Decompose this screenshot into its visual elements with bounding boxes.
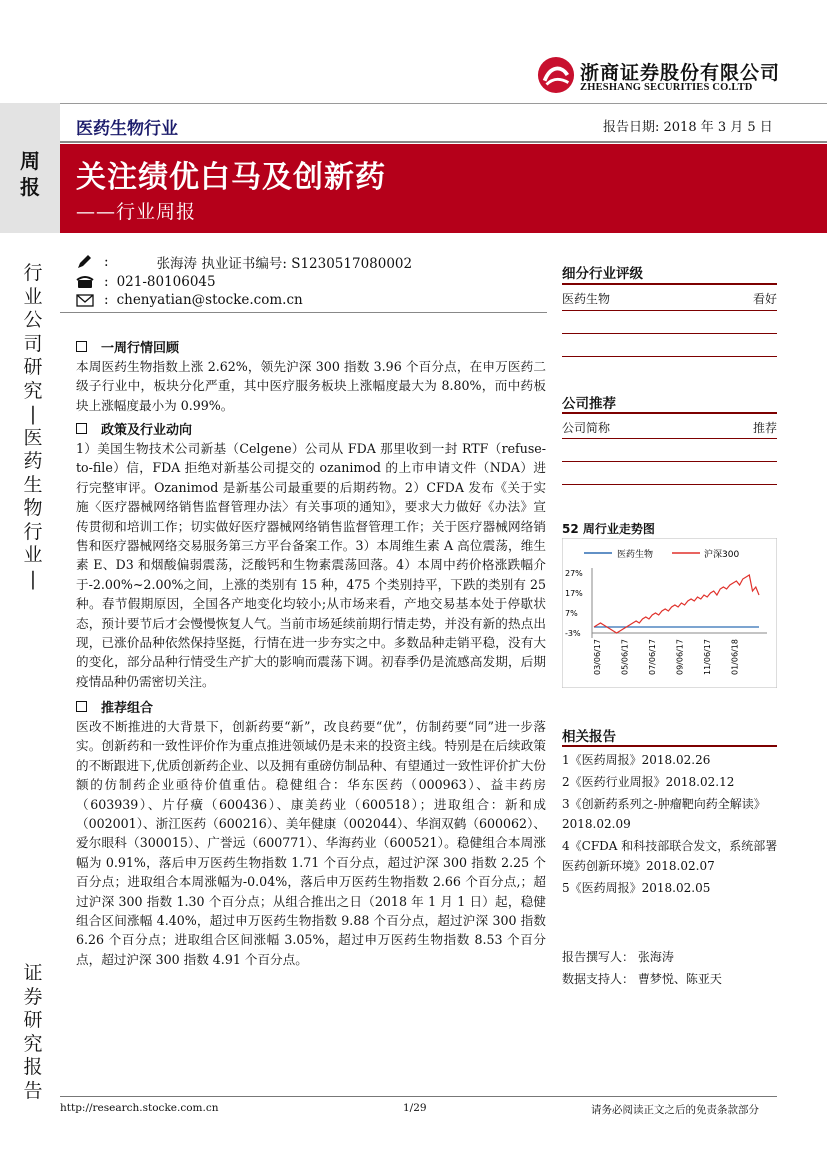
y-tick-label: -3%: [565, 629, 581, 638]
data-support: 数据支持人： 曹梦悦、陈亚天: [562, 972, 722, 986]
weekly-review-text: 本周医药生物指数上涨 2.62%，领先沪深 300 指数 3.96 个百分点，在申万医药二级子行业中，板块分化严重，其中医疗服务板块上涨幅度最大为 8.80%，而中药板块上涨幅度最小为 0.99%。: [76, 359, 546, 413]
legend-label-pharma: 医药生物: [617, 550, 654, 560]
author-phone-row: : 021-80106045: [76, 273, 216, 291]
related-report[interactable]: 医药创新环境》2018.02.07: [562, 859, 715, 873]
side-banner-char: 业: [23, 544, 43, 566]
side-banner-char: 行: [23, 262, 43, 284]
author-phone: 021-80106045: [116, 274, 216, 290]
side-banner-char: 研: [23, 1009, 43, 1031]
rating-value: 看好: [752, 292, 777, 306]
side-banner-char: |: [29, 567, 37, 590]
trend-chart: [562, 538, 777, 688]
email-icon: [76, 292, 94, 308]
related-report[interactable]: 2018.02.09: [562, 817, 631, 831]
section-heading-portfolio: 推荐组合: [76, 697, 153, 716]
report-title: 关注绩优白马及创新药: [76, 160, 386, 195]
side-banner-char: 告: [23, 1079, 43, 1102]
rating-industry: 医药生物: [562, 292, 611, 306]
section-heading-policy: 政策及行业动向: [76, 419, 192, 438]
checkbox-bullet-icon: [76, 423, 87, 434]
side-banner-char: |: [29, 403, 37, 425]
author-email-row: : chenyatian@stocke.com.cn: [76, 291, 303, 309]
recommend-row-rule: [562, 461, 777, 462]
author-divider: [60, 312, 547, 313]
side-banner-char: 生: [23, 473, 43, 496]
report-date: 报告日期: 2018 年 3 月 5 日: [603, 120, 773, 135]
checkbox-bullet-icon: [76, 341, 87, 352]
author-name: 张海涛 执业证书编号: S1230517080002: [156, 256, 413, 272]
y-tick-label: 27%: [565, 569, 583, 578]
side-banner-top: [22, 262, 44, 591]
x-tick-label: 01/06/18: [730, 639, 740, 675]
rating-title: 细分行业评级: [562, 266, 643, 282]
side-banner-char: 报: [23, 1056, 43, 1078]
side-banner-char: 研: [23, 356, 43, 378]
side-banner-char: 物: [23, 497, 43, 519]
company-name-cn: 浙商证券股份有限公司: [580, 62, 781, 84]
side-banner-char: 券: [23, 985, 43, 1008]
recommend-rule: [562, 412, 777, 414]
side-banner-char: 究: [23, 1032, 43, 1055]
footer-rule: [60, 1096, 777, 1097]
side-banner-char: 公: [23, 309, 43, 331]
footer-url[interactable]: http://research.stocke.com.cn: [60, 1102, 219, 1114]
recommend-title: 公司推荐: [562, 396, 616, 412]
report-writer: 报告撰写人： 张海涛: [562, 950, 674, 964]
author-name-row: : 张海涛 执业证书编号: S1230517080002: [76, 253, 412, 271]
footer-page: 1/29: [403, 1102, 427, 1114]
policy-text: 1）美国生物技术公司新基（Celgene）公司从 FDA 那里收到一封 RTF（refuse-to-file）信，FDA 拒绝对新基公司提交的 ozanimod 的上市申请文件（NDA）进行完整审评。Ozanimod 是新基公司最重要的后期药物。2）CFDA 发布《关于实施〈医疗器械网络销售监督管理办法〉有关事项的通知》，要求大力做好《办法》宣传贯彻和培训工作；切实做好医疗器械网络销售监督管理工作；关于医疗器械网络销售和医疗器械网络交易服务第三方平台备案工作。3）本周维生素 A 高位震荡，维生素 E、D3 和烟酸偏弱震荡，泛酸钙和生物素震荡回落。4）本周中药价格涨跌幅介于-2.00%~2.00%之间，上涨的类别有 15 种，475 个类别持平，下跌的类别有 25 种。春节假期原因，全国各产地变化均较小;从市场来看，产地交易基本处于停歇状态，预计要节后才会慢慢恢复人气。当前市场延续前期行情走势，并没有新的热点出现，已涨价品种依然保持坚挺，行情在进一步夯实之中。多数品种走销平稳，没有大的变化，部分品种行情受生产扩大的影响而震荡下调。初春季仍是流感高发期，后期疫情品种仍需密切关注。: [76, 441, 546, 689]
recommend-row-rule: [562, 438, 777, 439]
company-name-en: ZHESHANG SECURITIES CO.LTD: [580, 82, 753, 93]
recommend-col-rating: 推荐: [752, 421, 777, 435]
related-rule: [562, 745, 777, 747]
side-banner-char: 究: [23, 379, 43, 402]
related-report[interactable]: 2《医药行业周报》2018.02.12: [562, 775, 735, 789]
rating-row-rule: [562, 356, 777, 357]
chart-title: 52 周行业走势图: [562, 522, 655, 536]
pen-icon: [76, 254, 94, 270]
recommend-row-rule: [562, 484, 777, 485]
related-report[interactable]: 5《医药周报》2018.02.05: [562, 881, 711, 895]
x-tick-label: 05/06/17: [620, 639, 630, 675]
report-subtitle: ——行业周报: [76, 201, 197, 223]
industry-label: 医药生物行业: [76, 119, 178, 139]
y-tick-label: 17%: [565, 589, 583, 598]
footer-disclaimer: 请务必阅读正文之后的免责条款部分: [591, 1104, 759, 1116]
related-report[interactable]: 3《创新药系列之-肿瘤靶向药全解读》: [562, 797, 766, 811]
side-banner-bottom: [22, 962, 44, 1103]
portfolio-text: 医改不断推进的大背景下，创新药要“新”，改良药要“优”，仿制药要“同”进一步落实。创新药和一致性评价作为重点推进领域仍是未来的投资主线。特别是在后续政策的不断跟进下,优质创新药企业、以及拥有重磅仿制品种、有望通过一致性评价扩大份额的仿制药企业亟待价值重估。稳健组合：华东医药（000963）、益丰药房（603939）、片仔癀（600436）、康美药业（600518）；进取组合：新和成（002001）、浙江医药（600216）、美年健康（002044）、华润双鹤（600062）、爱尔眼科（300015）、广誉远（600771）、华海药业（600521）。稳健组合本周涨幅为 0.91%，落后申万医药生物指数 1.71 个百分点，超过沪深 300 指数 2.25 个百分点；进取组合本周涨幅为-0.04%，落后申万医药生物指数 2.66 个百分点,；超过沪深 300 指数 1.30 个百分点；从组合推出之日（2018 年 1 月 1 日）起，稳健组合区间涨幅 4.40%，超过申万医药生物指数 9.88 个百分点，超过沪深 300 指数 6.26 个百分点；进取组合区间涨幅 3.05%，超过申万医药生物指数 8.53 个百分点，超过沪深 300 指数 4.91 个百分点。: [76, 719, 546, 967]
related-report[interactable]: 1《医药周报》2018.02.26: [562, 753, 711, 767]
legend-label-hs300: 沪深300: [704, 550, 740, 560]
side-banner-char: 行: [23, 520, 43, 543]
rating-row: [562, 290, 777, 307]
recommend-header-row: [562, 419, 777, 436]
x-tick-label: 09/06/17: [675, 639, 685, 675]
side-weekly-label: 周 报: [20, 149, 40, 199]
author-email[interactable]: chenyatian@stocke.com.cn: [116, 292, 303, 308]
rating-rule: [562, 283, 777, 285]
checkbox-bullet-icon: [76, 701, 87, 712]
side-banner-char: 业: [23, 285, 43, 308]
side-banner-char: 证: [23, 962, 43, 984]
related-title: 相关报告: [562, 729, 616, 745]
rating-row-rule: [562, 310, 777, 311]
rating-row-rule: [562, 333, 777, 334]
x-tick-label: 03/06/17: [593, 639, 602, 675]
x-tick-label: 07/06/17: [648, 639, 657, 675]
side-banner-char: 司: [23, 332, 43, 355]
x-tick-label: 11/06/17: [703, 639, 712, 675]
phone-icon: [76, 274, 94, 290]
side-banner-char: 药: [23, 450, 43, 472]
related-report[interactable]: 4《CFDA 和科技部联合发文，系统部署: [562, 839, 778, 853]
section-heading-weekly-review: 一周行情回顾: [76, 337, 179, 356]
recommend-col-company: 公司简称: [562, 421, 611, 435]
company-logo-icon: [537, 56, 575, 94]
side-banner-char: 医: [23, 426, 43, 449]
y-tick-label: 7%: [565, 609, 578, 618]
